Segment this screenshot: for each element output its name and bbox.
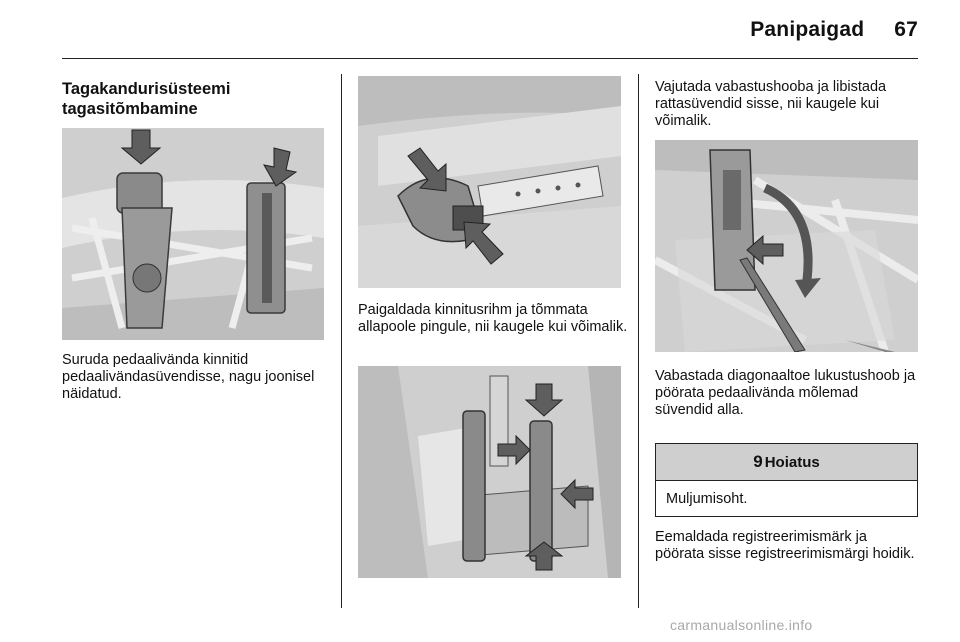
warning-title: Hoiatus [764,454,820,471]
warning-text: Muljumisoht. [666,491,748,507]
warning-triangle-icon: 9 [753,452,763,471]
header-rule [62,58,918,59]
paragraph-license-plate: Eemaldada registreerimismärk ja pöörata sisse registreerimismärgi hoidik. [655,529,915,562]
paragraph-pedal-clips: Suruda pedaalivända kinnitid pedaalivändasüvendisse, nagu joonisel näidatud. [62,352,315,402]
footer-watermark: carmanualsonline.info [670,617,813,633]
illustration-strap [358,76,621,288]
paragraph-strap: Paigaldada kinnitusrihm ja tõmmata allapoole pingule, nii kaugele kui võimalik. [358,302,628,335]
warning-box [655,443,918,517]
paragraph-release-lever: Vajutada vabastushooba ja libistada rattasüvendid sisse, nii kaugele kui võimalik. [655,79,887,129]
illustration-pedal-clips [62,128,324,340]
illustration-diagonal-support [655,140,918,352]
column-divider-left [341,74,342,608]
column-divider-right [638,74,639,608]
header-title: Panipaigad [750,18,865,41]
page-header [750,18,918,42]
page-number: 67 [894,18,918,41]
section-title: Tagakandurisüsteemi tagasitõmbamine [62,80,231,118]
paragraph-diagonal-support: Vabastada diagonaaltoe lukustushoob ja pöörata pedaalivända mõlemad süvendid alla. [655,368,916,418]
warning-header [656,444,917,481]
illustration-pedal-crank-mounts [358,366,621,578]
